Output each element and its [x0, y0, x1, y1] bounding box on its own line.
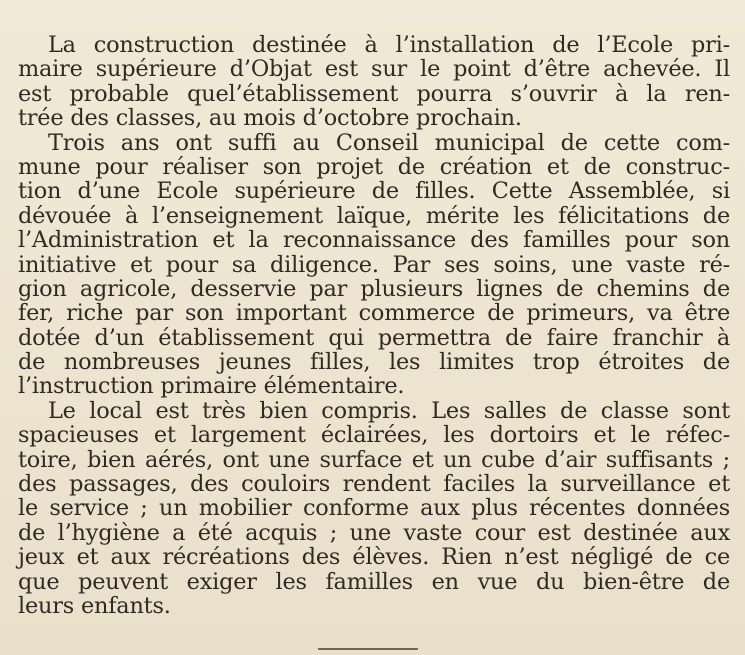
article-text — [18, 33, 730, 618]
paragraph-line: Le local est très bien compris. Les salles de classe sont — [48, 397, 730, 424]
paragraph-line: des passages, des couloirs rendent faciles la surveillance et — [18, 471, 730, 498]
paragraph-line: dotée d’un établissement qui permettra de faire franchir à — [18, 324, 730, 351]
paragraph-line: gion agricole, desservie par plusieurs lignes de chemins de — [18, 275, 730, 302]
paragraph-line: mune pour réaliser son projet de création et de construc- — [18, 153, 730, 180]
paragraph-line: initiative et pour sa diligence. Par ses soins, une vaste ré- — [18, 251, 730, 278]
paragraph-line: de nombreuses jeunes filles, les limites trop étroites de — [18, 349, 730, 376]
paragraph-line: de l’hygiène a été acquis ; une vaste cour est destinée aux — [18, 519, 730, 546]
paragraph-3 — [18, 399, 730, 619]
paragraph-line: Trois ans ont suffi au Conseil municipal de cette com- — [48, 129, 730, 156]
paragraph-line: que peuvent exiger les familles en vue du bien-être de — [18, 568, 730, 595]
paragraph-line: toire, bien aérés, ont une surface et un cube d’air suffisants ; — [18, 446, 730, 473]
paragraph-line: est probable quel’établissement pourra s’ouvrir à la ren- — [18, 80, 730, 107]
paragraph-line: leurs enfants. — [18, 592, 171, 619]
paragraph-line: l’instruction primaire élémentaire. — [18, 373, 405, 400]
paragraph-line: La construction destinée à l’installation de l’Ecole pri- — [48, 32, 730, 58]
paragraph-line: l’Administration et la reconnaissance des familles pour son — [18, 227, 730, 254]
paragraph-2 — [18, 131, 730, 399]
section-divider — [318, 648, 418, 650]
paragraph-line: jeux et aux récréations des élèves. Rien n’est négligé de ce — [18, 544, 730, 571]
paragraph-line: spacieuses et largement éclairées, les dortoirs et le réfec- — [18, 422, 730, 449]
paragraph-line: dévouée à l’enseignement laïque, mérite les félicitations de — [18, 202, 730, 229]
paragraph-line: fer, riche par son important commerce de primeurs, va être — [18, 300, 730, 327]
paragraph-1 — [18, 33, 730, 131]
paragraph-line: maire supérieure d’Objat est sur le point d’être achevée. Il — [18, 56, 730, 83]
paragraph-line: le service ; un mobilier conforme aux plus récentes données — [18, 495, 730, 522]
paragraph-line: trée des classes, au mois d’octobre prochain. — [18, 105, 522, 132]
paragraph-line: tion d’une Ecole supérieure de filles. Cette Assemblée, si — [18, 178, 730, 205]
